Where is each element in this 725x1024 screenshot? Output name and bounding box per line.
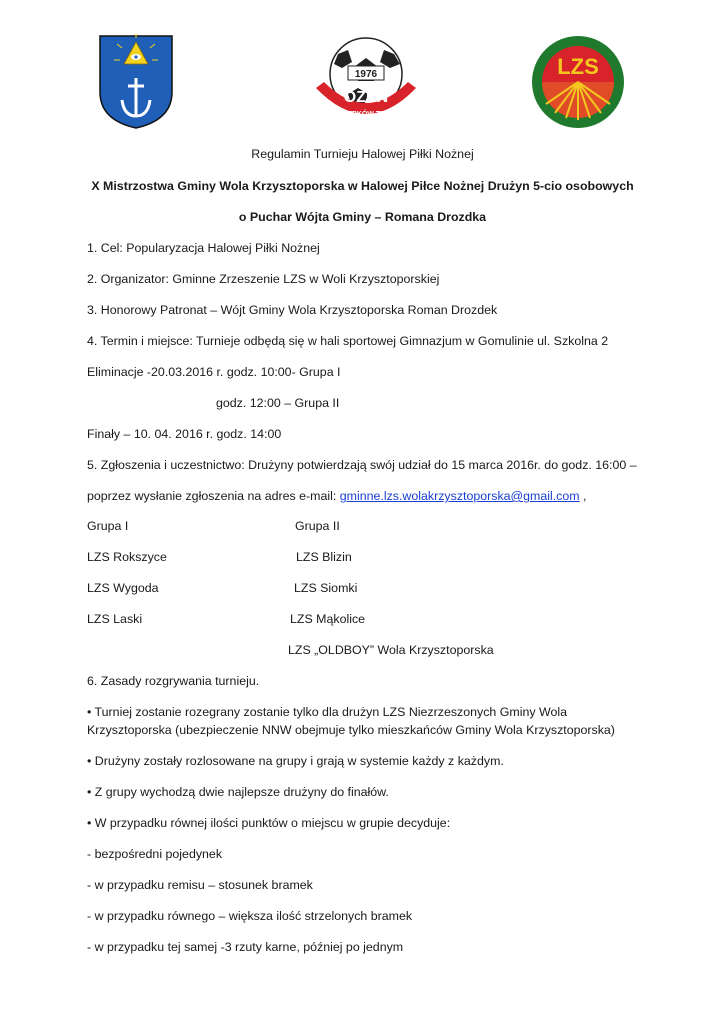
groups-header-row [87, 518, 647, 534]
rule-bullet: • Drużyny zostały rozlosowane na grupy i grają w systemie każdy z każdym. [87, 754, 504, 768]
rule-bullet: • W przypadku równej ilości punktów o miejscu w grupie decyduje: [87, 816, 451, 830]
point-goal: 1. Cel: Popularyzacja Halowej Piłki Nożnej [87, 241, 320, 255]
group1-label: Grupa I [87, 519, 129, 533]
rules-heading: 6. Zasady rozgrywania turnieju. [87, 674, 260, 688]
table-row [87, 642, 647, 658]
ozpn-city: PIOTRKÓW TRYB. [335, 111, 397, 118]
group1-team: LZS Laski [87, 612, 143, 626]
registration-email-line [87, 488, 586, 504]
cup-title: o Puchar Wójta Gminy – Romana Drozdka [238, 210, 487, 224]
document-title: Regulamin Turnieju Halowej Piłki Nożnej [251, 147, 474, 161]
rule-bullet: • Turniej zostanie rozegrany zostanie tylko dla drużyn LZS Niezrzeszonych Gminy Wola [87, 705, 567, 719]
table-row [87, 549, 647, 565]
email-link[interactable]: gminne.lzs.wolakrzysztoporska@gmail.com [339, 489, 580, 503]
lzs-logo [528, 34, 628, 130]
group2-team: LZS „OLDBOY” Wola Krzysztoporska [288, 643, 494, 657]
ozpn-year: 1976 [354, 69, 378, 80]
tiebreak-item: - bezpośredni pojedynek [87, 847, 223, 861]
table-row [87, 611, 647, 627]
document-subtitle: X Mistrzostwa Gminy Wola Krzysztoporska w Halowej Piłce Nożnej Drużyn 5-cio osobowych [91, 179, 634, 193]
group2-team: LZS Mąkolice [290, 612, 366, 626]
table-row [87, 580, 647, 596]
group2-team: LZS Siomki [294, 581, 358, 595]
point-venue: 4. Termin i miejsce: Turnieje odbędą się w hali sportowej Gimnazjum w Gomulinie ul. Szkolna 2 [87, 334, 609, 348]
rule-bullet-continued: Krzysztoporska (ubezpieczenie NNW obejmuje tylko mieszkańców Gminy Wola Krzysztoporska) [87, 723, 615, 737]
group1-team: LZS Wygoda [87, 581, 159, 595]
eliminations-group1: Eliminacje -20.03.2016 r. godz. 10:00- Grupa I [87, 365, 341, 379]
point-registration: 5. Zgłoszenia i uczestnictwo: Drużyny potwierdzają swój udział do 15 marca 2016r. do godz. 16:00 – [87, 458, 637, 472]
rule-bullet: • Z grupy wychodzą dwie najlepsze drużyny do finałów. [87, 785, 389, 799]
group1-team: LZS Rokszyce [87, 550, 167, 564]
eliminations-group2: godz. 12:00 – Grupa II [216, 396, 340, 410]
email-suffix: , [579, 489, 587, 503]
tiebreak-item: - w przypadku remisu – stosunek bramek [87, 878, 313, 892]
email-prefix: poprzez wysłanie zgłoszenia na adres e-mail: [87, 489, 340, 503]
ozpn-name: OZPN [343, 89, 389, 106]
group2-label: Grupa II [295, 519, 340, 533]
lzs-letters: LZS [557, 54, 599, 79]
coat-of-arms-logo [98, 34, 174, 130]
point-patronage: 3. Honorowy Patronat – Wójt Gminy Wola Krzysztoporska Roman Drozdek [87, 303, 498, 317]
group2-team: LZS Blizin [296, 550, 352, 564]
tiebreak-item: - w przypadku tej samej -3 rzuty karne, później po jednym [87, 940, 404, 954]
point-organizer: 2. Organizator: Gminne Zrzeszenie LZS w Woli Krzysztoporskiej [87, 272, 440, 286]
tiebreak-item: - w przypadku równego – większa ilość strzelonych bramek [87, 909, 413, 923]
ozpn-logo [308, 36, 424, 134]
finals-date: Finały – 10. 04. 2016 r. godz. 14:00 [87, 427, 282, 441]
